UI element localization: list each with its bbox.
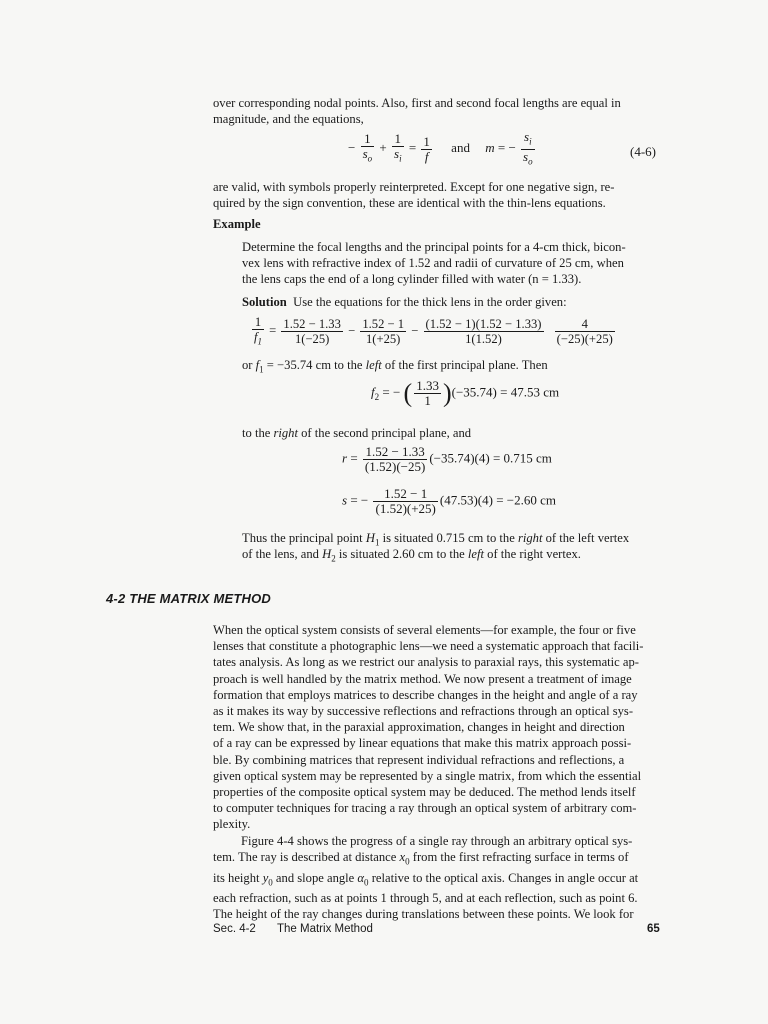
fraction — [392, 132, 404, 166]
text: (47.53)(4) = −2.60 cm — [439, 492, 557, 508]
solution-label: Solution — [242, 295, 287, 309]
text: (−35.74)(4) = 0.715 cm — [429, 450, 552, 466]
text: relative to the optical axis. Changes in angle occur at — [368, 870, 639, 885]
fraction — [555, 317, 615, 346]
paragraph-line: the lens caps the end of a long cylinder filled with water (n = 1.33). — [242, 272, 582, 286]
paragraph-line: ble. By combining matrices that represent individual refractions and reflections, a — [213, 752, 625, 767]
text: or — [242, 358, 256, 372]
var-f: f — [255, 358, 260, 372]
paragraph-line: Determine the focal lengths and the principal points for a 4-cm thick, bicon- — [242, 240, 626, 254]
subscript: 0 — [364, 877, 369, 888]
numerator: 1.52 − 1 — [373, 487, 437, 502]
fraction — [521, 130, 535, 168]
denominator: 1 — [424, 393, 431, 408]
numerator: 4 — [555, 317, 615, 332]
footer-title: The Matrix Method — [277, 923, 373, 935]
paragraph-line: proach is well handled by the matrix method. We now present a treatment of image — [213, 671, 632, 686]
subscript: i — [529, 136, 532, 147]
equation-4-6 — [348, 130, 537, 168]
paragraph-line — [213, 870, 667, 891]
math-symbol: − — [348, 323, 356, 338]
page-number: 65 — [647, 923, 660, 935]
or-line — [242, 357, 667, 378]
and-text: and — [451, 140, 470, 156]
paragraph-line: formation that employs matrices to describe changes in the height and angle of a ray — [213, 687, 638, 702]
numerator: (1.52 − 1)(1.52 − 1.33) — [425, 317, 542, 332]
text: from the first refracting surface in terms of — [409, 849, 629, 864]
paragraph-line: given optical system may be represented by a single matrix, from which the essential — [213, 768, 642, 783]
numerator: 1.52 − 1.33 — [283, 317, 341, 332]
var-s: s — [523, 148, 529, 164]
var-x: x — [399, 849, 406, 864]
subscript: 1 — [257, 336, 262, 347]
var-f: f — [254, 330, 258, 344]
math-symbol: = — [408, 140, 417, 156]
subscript: 2 — [331, 553, 336, 564]
paragraph-line: each refraction, such as at points 1 through 5, and at each reflection, such as point 6. — [213, 891, 638, 906]
solution-line — [242, 294, 667, 310]
matrix-paragraph — [213, 622, 667, 923]
equation-f1 — [250, 315, 617, 349]
numerator: 1.52 − 1 — [362, 317, 405, 332]
subscript: 2 — [374, 392, 380, 403]
paragraph-line: Figure 4-4 shows the progress of a single ray through an arbitrary optical sys- — [241, 833, 633, 848]
var-s: s — [394, 146, 400, 162]
paragraph-line: lenses that constitute a photographic lens—we need a systematic approach that facili- — [213, 639, 644, 654]
var-m: m — [485, 140, 495, 156]
numerator: 1.52 − 1.33 — [363, 445, 427, 460]
emphasis: right — [517, 531, 543, 545]
math-symbol: = − — [350, 492, 369, 508]
math-symbol: = — [350, 450, 358, 466]
paren-open: ( — [403, 378, 413, 408]
emphasis: left — [467, 547, 485, 561]
numerator: 1 — [361, 132, 375, 147]
text: is situated 2.60 cm to the — [335, 547, 468, 561]
math-symbol: − — [411, 323, 419, 338]
text: (−35.74) = 47.53 cm — [451, 384, 560, 400]
text: and slope angle — [272, 870, 358, 885]
var-s: s — [362, 146, 368, 162]
paragraph-line: are valid, with symbols properly reinterpreted. Except for one negative sign, re- — [213, 180, 615, 194]
math-symbol: − — [508, 140, 516, 156]
text: is situated 0.715 cm to the — [379, 531, 518, 545]
emphasis: right — [273, 426, 298, 440]
var-h: H — [365, 531, 375, 545]
fraction — [361, 132, 375, 166]
numerator: 1 — [423, 133, 430, 149]
math-symbol: = — [497, 140, 506, 156]
numerator: 1 — [252, 315, 264, 330]
paragraph-line: properties of the composite optical system may be deduced. The method lends itself — [213, 785, 636, 800]
fraction — [252, 315, 264, 349]
paragraph-line: tem. We show that, in the paraxial approximation, changes in height and direction — [213, 720, 625, 735]
paragraph-line — [213, 849, 667, 870]
denominator: 1(−25) — [294, 332, 330, 347]
numerator: 1.33 — [416, 378, 439, 393]
denominator: (1.52)(+25) — [375, 501, 436, 516]
text: of the second principal plane, and — [297, 426, 472, 440]
denominator — [361, 147, 375, 166]
fraction — [363, 445, 427, 474]
example-heading: Example — [213, 217, 261, 231]
subscript: 1 — [374, 537, 380, 548]
text: of the right vertex. — [484, 547, 581, 561]
paragraph-line: over corresponding nodal points. Also, first and second focal lengths are equal in — [213, 96, 621, 110]
denominator — [392, 147, 404, 166]
footer-section: Sec. 4-2 — [213, 923, 256, 935]
numerator — [521, 130, 535, 150]
paragraph-line: plexity. — [213, 817, 251, 832]
text: to the — [242, 426, 274, 440]
numerator: 1 — [392, 132, 404, 147]
text: of the first principal plane. Then — [381, 358, 548, 372]
paragraph-line: vex lens with refractive index of 1.52 and radii of curvature of 25 cm, when — [242, 256, 624, 270]
denominator: 1(1.52) — [465, 332, 502, 347]
paragraph-line: to computer techniques for tracing a ray through an optical system of arbitrary com- — [213, 801, 637, 816]
paragraph-line: When the optical system consists of several elements—for example, the four or five — [213, 623, 636, 637]
subscript: i — [399, 153, 402, 164]
denominator: f — [424, 148, 429, 164]
subscript: 0 — [268, 877, 273, 888]
fraction — [281, 317, 342, 346]
equation-number: (4-6) — [630, 144, 656, 159]
right-line — [242, 425, 667, 441]
subscript: o — [528, 156, 533, 167]
var-y: y — [262, 870, 269, 885]
fraction — [424, 317, 544, 346]
text: = −35.74 cm to the — [263, 358, 366, 372]
paragraph-line: of a ray can be expressed by linear equations that make this matrix approach possi- — [213, 736, 632, 751]
paragraph-line — [242, 546, 667, 567]
emphasis: left — [365, 358, 382, 372]
denominator: (−25)(+25) — [556, 332, 613, 347]
fraction — [360, 317, 406, 346]
fraction — [421, 135, 432, 164]
math-symbol: = — [269, 323, 277, 338]
equation-s — [342, 487, 556, 516]
var-s: s — [342, 492, 348, 508]
paragraph-line: tates analysis. As long as we restrict our analysis to paraxial rays, this systematic ap- — [213, 655, 639, 670]
denominator: (1.52)(−25) — [364, 459, 426, 474]
var-s: s — [524, 129, 530, 144]
text: its height — [213, 870, 263, 885]
subscript: o — [367, 153, 373, 164]
paren-close: ) — [442, 378, 452, 408]
equation-r — [342, 445, 552, 474]
fraction — [414, 379, 441, 408]
var-r: r — [342, 450, 348, 466]
var-h: H — [322, 547, 332, 561]
subscript: 1 — [259, 364, 264, 375]
section-heading: 4-2 THE MATRIX METHOD — [106, 591, 272, 606]
text: tem. The ray is described at distance — [213, 849, 400, 864]
math-symbol: = − — [382, 384, 401, 400]
paragraph-line: as it makes its way by successive reflections and refractions through an optical sys- — [213, 704, 634, 719]
var-f: f — [371, 384, 375, 400]
paragraph-line: The height of the ray changes during translations between these points. We look for — [213, 907, 634, 922]
paragraph-line: magnitude, and the equations, — [213, 112, 364, 126]
equation-f2 — [371, 379, 559, 408]
solution-text: Use the equations for the thick lens in the order given: — [293, 295, 567, 309]
denominator — [521, 150, 535, 169]
subscript: 0 — [405, 856, 410, 867]
text: of the left vertex — [542, 531, 630, 545]
text: of the lens, and — [242, 547, 323, 561]
text: Thus the principal point — [242, 531, 366, 545]
paragraph-line: quired by the sign convention, these are identical with the thin-lens equations. — [213, 196, 606, 210]
math-symbol: + — [379, 140, 387, 156]
fraction — [373, 487, 437, 516]
var-alpha: α — [357, 870, 365, 885]
denominator — [252, 330, 264, 349]
denominator: 1(+25) — [366, 332, 401, 347]
math-symbol: − — [348, 140, 356, 156]
